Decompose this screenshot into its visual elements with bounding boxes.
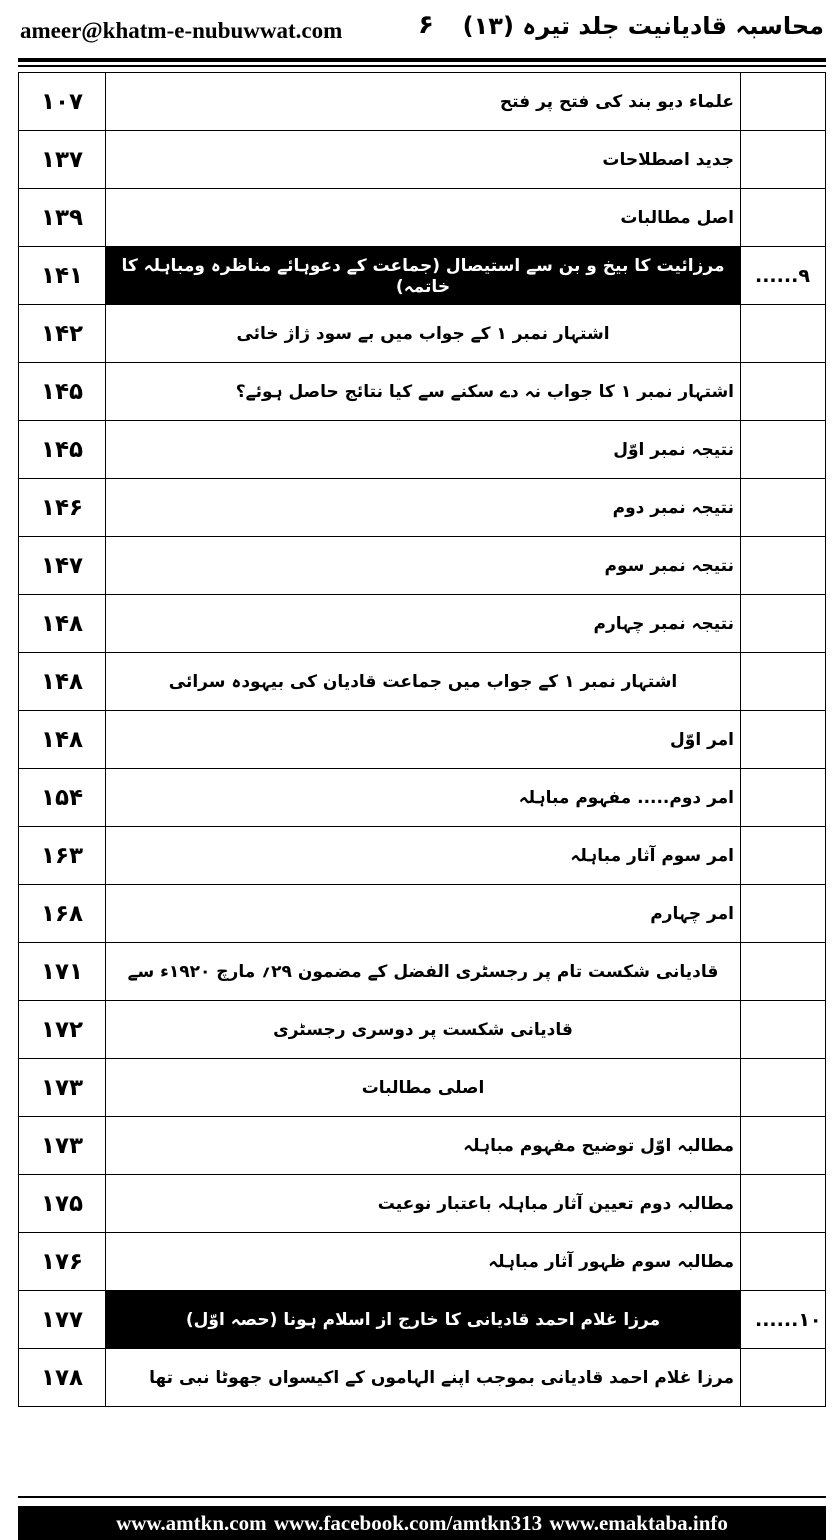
toc-chapter-number xyxy=(741,595,826,653)
toc-chapter-number: ۹...... xyxy=(741,247,826,305)
toc-entry-title: اصل مطالبات xyxy=(106,189,741,247)
toc-page-number: ۱۴۶ xyxy=(19,479,106,537)
toc-chapter-number xyxy=(741,1001,826,1059)
toc-entry-title: مرزا غلام احمد قادیانی بموجب اپنے الہاموں کے اکیسواں جھوٹا نبی تھا xyxy=(106,1349,741,1407)
toc-chapter-title: مرزا غلام احمد قادیانی کا خارج از اسلام ہونا (حصہ اوّل) xyxy=(106,1291,741,1349)
toc-row xyxy=(19,421,826,479)
toc-row xyxy=(19,885,826,943)
contents-table xyxy=(18,72,826,1407)
toc-entry-title: نتیجہ نمبر اوّل xyxy=(106,421,741,479)
toc-page-number: ۱۰۷ xyxy=(19,73,106,131)
toc-chapter-number xyxy=(741,1059,826,1117)
toc-chapter-number xyxy=(741,73,826,131)
toc-page-number: ۱۷۳ xyxy=(19,1059,106,1117)
header-rule-thin xyxy=(18,65,826,67)
footer-rule-thin xyxy=(18,1496,826,1498)
toc-entry-title: نتیجہ نمبر دوم xyxy=(106,479,741,537)
toc-chapter-number xyxy=(741,653,826,711)
toc-chapter-number xyxy=(741,711,826,769)
toc-chapter-number: ۱۰...... xyxy=(741,1291,826,1349)
toc-page-number: ۱۶۳ xyxy=(19,827,106,885)
toc-row xyxy=(19,479,826,537)
toc-page-number: ۱۴۵ xyxy=(19,421,106,479)
toc-page-number: ۱۷۳ xyxy=(19,1117,106,1175)
toc-page-number: ۱۷۷ xyxy=(19,1291,106,1349)
toc-row xyxy=(19,711,826,769)
toc-chapter-number xyxy=(741,1175,826,1233)
toc-entry-title: نتیجہ نمبر سوم xyxy=(106,537,741,595)
toc-entry-title: جدید اصطلاحات xyxy=(106,131,741,189)
toc-row xyxy=(19,363,826,421)
header-rule xyxy=(18,58,826,62)
toc-entry-title: امر چہارم xyxy=(106,885,741,943)
header-email: ameer@khatm-e-nubuwwat.com xyxy=(20,18,343,43)
toc-entry-title: امر دوم..... مفہوم مباہلہ xyxy=(106,769,741,827)
book-title: محاسبہ قادیانیت جلد تیرہ (۱۳) xyxy=(462,12,824,40)
toc-row xyxy=(19,1059,826,1117)
toc-row xyxy=(19,943,826,1001)
toc-entry-title: علماء دیو بند کی فتح پر فتح xyxy=(106,73,741,131)
toc-page-number: ۱۴۸ xyxy=(19,653,106,711)
toc-chapter-number xyxy=(741,421,826,479)
toc-row xyxy=(19,1233,826,1291)
toc-entry-title: امر اوّل xyxy=(106,711,741,769)
toc-page-number: ۱۷۸ xyxy=(19,1349,106,1407)
toc-entry-title: قادیانی شکست تام پر رجسٹری الفضل کے مضمون ۲۹؍ مارچ ۱۹۲۰ء سے xyxy=(106,943,741,1001)
toc-chapter-number xyxy=(741,479,826,537)
toc-chapter-number xyxy=(741,943,826,1001)
toc-row xyxy=(19,1291,826,1349)
toc-page-number: ۱۷۲ xyxy=(19,1001,106,1059)
toc-row xyxy=(19,769,826,827)
toc-row xyxy=(19,595,826,653)
toc-row xyxy=(19,131,826,189)
toc-page-number: ۱۴۸ xyxy=(19,595,106,653)
toc-entry-title: قادیانی شکست پر دوسری رجسٹری xyxy=(106,1001,741,1059)
toc-row xyxy=(19,827,826,885)
toc-row xyxy=(19,537,826,595)
toc-chapter-number xyxy=(741,885,826,943)
toc-chapter-number xyxy=(741,1117,826,1175)
toc-chapter-number xyxy=(741,827,826,885)
toc-page-number: ۱۴۱ xyxy=(19,247,106,305)
toc-chapter-number xyxy=(741,1233,826,1291)
toc-row xyxy=(19,305,826,363)
toc-page-number: ۱۴۷ xyxy=(19,537,106,595)
toc-row xyxy=(19,189,826,247)
toc-entry-title: امر سوم آثار مباہلہ xyxy=(106,827,741,885)
toc-page-number: ۱۶۸ xyxy=(19,885,106,943)
toc-entry-title: نتیجہ نمبر چہارم xyxy=(106,595,741,653)
footer-links: www.amtkn.com www.facebook.com/amtkn313 www.emaktaba.info xyxy=(18,1506,826,1540)
toc-chapter-number xyxy=(741,769,826,827)
toc-entry-title: اشتہار نمبر ۱ کے جواب میں جماعت قادیان کی بیہودہ سرائی xyxy=(106,653,741,711)
page-number: ۶ xyxy=(418,10,434,40)
toc-page-number: ۱۷۶ xyxy=(19,1233,106,1291)
toc-row xyxy=(19,1349,826,1407)
toc-page-number: ۱۵۴ xyxy=(19,769,106,827)
toc-page-number: ۱۳۹ xyxy=(19,189,106,247)
toc-page-number: ۱۷۱ xyxy=(19,943,106,1001)
toc-chapter-number xyxy=(741,1349,826,1407)
toc-page-number: ۱۳۷ xyxy=(19,131,106,189)
toc-page-number: ۱۴۵ xyxy=(19,363,106,421)
toc-entry-title: مطالبہ اوّل توضیح مفہوم مباہلہ xyxy=(106,1117,741,1175)
page-header xyxy=(10,0,830,58)
toc-entry-title: مطالبہ سوم ظہور آثار مباہلہ xyxy=(106,1233,741,1291)
toc-row xyxy=(19,1001,826,1059)
toc-chapter-number xyxy=(741,189,826,247)
toc-entry-title: اشتہار نمبر ۱ کے جواب میں بے سود ژاژ خائی xyxy=(106,305,741,363)
toc-page-number: ۱۴۲ xyxy=(19,305,106,363)
toc-entry-title: مطالبہ دوم تعیین آثار مباہلہ باعتبار نوعیت xyxy=(106,1175,741,1233)
toc-chapter-number xyxy=(741,363,826,421)
toc-chapter-number xyxy=(741,131,826,189)
toc-chapter-number xyxy=(741,305,826,363)
toc-entry-title: اصلی مطالبات xyxy=(106,1059,741,1117)
toc-page-number: ۱۴۸ xyxy=(19,711,106,769)
toc-chapter-title: مرزائیت کا بیخ و بن سے استیصال (جماعت کے دعوہائے مناظرہ ومباہلہ کا خاتمہ) xyxy=(106,247,741,305)
toc-page-number: ۱۷۵ xyxy=(19,1175,106,1233)
toc-row xyxy=(19,1117,826,1175)
toc-chapter-number xyxy=(741,537,826,595)
toc-row xyxy=(19,653,826,711)
toc-entry-title: اشتہار نمبر ۱ کا جواب نہ دے سکنے سے کیا نتائج حاصل ہوئے؟ xyxy=(106,363,741,421)
toc-row xyxy=(19,1175,826,1233)
toc-row xyxy=(19,73,826,131)
toc-row xyxy=(19,247,826,305)
